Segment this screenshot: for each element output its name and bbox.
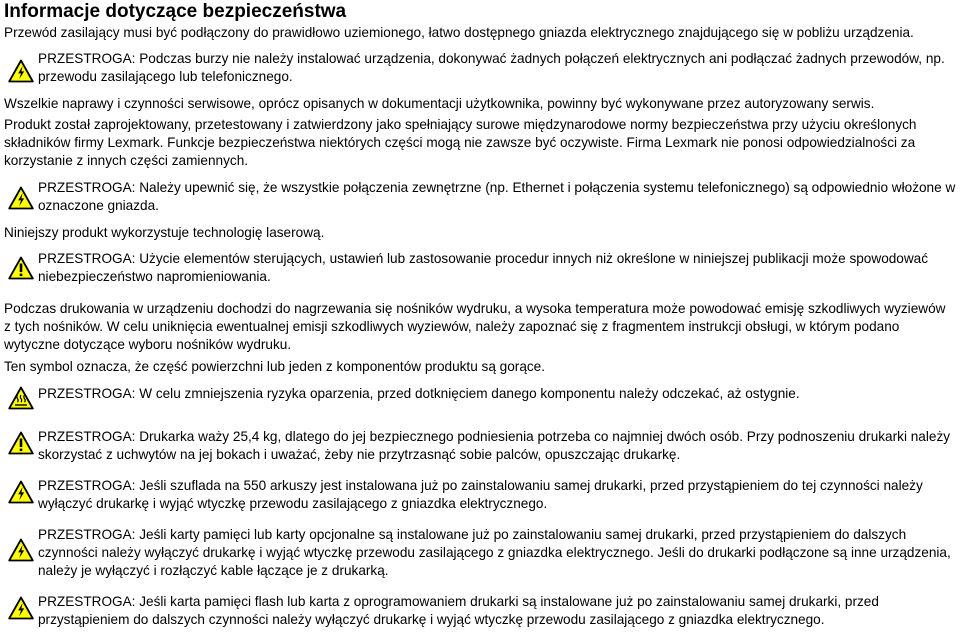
caution-text: Użycie elementów sterujących, ustawień lub zastosowanie procedur innych niż określone w niniejszej publikacji może spowodować niebezpieczeństwo napromieniowania. (38, 251, 929, 284)
caution-text: Podczas burzy nie należy instalować urządzenia, dokonywać żadnych połączeń elektrycznych ani podłączać żadnych przewodów, np. przewodu zasilającego lub telefonicznego. (38, 51, 945, 84)
caution-label: PRZESTROGA: (38, 51, 136, 66)
paragraph-hot-symbol: Ten symbol oznacza, że część powierzchni lub jeden z komponentów produktu są gorące. (4, 359, 546, 374)
caution-label: PRZESTROGA: (38, 251, 136, 266)
caution-text: Drukarka waży 25,4 kg, dlatego do jej bezpiecznego podniesienia potrzeba co najmniej dwóch osób. Przy podnoszeniu drukarki należy skorzystać z uchwytów na jej bokach i uważać, żeby nie przytrzasnąć sobie palców, opuszczając drukarkę. (38, 429, 951, 462)
caution-label: PRZESTROGA: (38, 429, 136, 444)
paragraph-grounding: Przewód zasilający musi być podłączony do prawidłowo uziemionego, łatwo dostępnego gniazda elektrycznego znajdującego się w pobliżu urządzenia. (4, 25, 914, 40)
caution-connections (4, 179, 956, 215)
caution-storm (4, 50, 956, 86)
caution-text: W celu zmniejszenia ryzyka oparzenia, przed dotknięciem danego komponentu należy odczekać, aż ostygnie. (135, 386, 800, 401)
electric-shock-warning-icon (4, 50, 38, 83)
caution-laser (4, 250, 956, 286)
caution-flash-card (4, 593, 956, 629)
caution-label: PRZESTROGA: (38, 386, 136, 401)
paragraph-repair: Wszelkie naprawy i czynności serwisowe, oprócz opisanych w dokumentacji użytkownika, powinny być wykonywane przez autoryzowany serwis. (4, 96, 875, 111)
electric-shock-warning-icon (4, 179, 38, 210)
caution-memory-cards (4, 526, 956, 580)
caution-label: PRZESTROGA: (38, 180, 136, 195)
caution-weight (4, 428, 956, 464)
exclamation-warning-icon (4, 428, 38, 455)
caution-label: PRZESTROGA: (38, 527, 136, 542)
caution-text: Jeśli karta pamięci flash lub karta z oprogramowaniem drukarki są instalowane już po zainstalowaniu samej drukarki, przed przystąpieniem do dalszych czynności należy wyłączyć drukarkę i wyjąć wtyczkę przewodu zasilającego z gniazdka elektrycznego. (38, 594, 879, 627)
exclamation-warning-icon (4, 250, 38, 280)
caution-label: PRZESTROGA: (38, 478, 136, 493)
caution-hot-surface (4, 385, 956, 410)
paragraph-emission: Podczas drukowania w urządzeniu dochodzi do nagrzewania się nośników wydruku, a wysoka temperatura może powodować emisję szkodliwych wyziewów z tych nośników. W celu uniknięcia ewentualnej emisji szkodliwych wyziewów, należy zapoznać się z fragmentem instrukcji obsługi, w którym podano wytyczne dotyczące wyboru nośników wydruku. (4, 301, 946, 352)
caution-tray (4, 477, 956, 513)
caution-text: Należy upewnić się, że wszystkie połączenia zewnętrzne (np. Ethernet i połączenia systemu telefonicznego) są odpowiednio włożone w oznaczone gniazda. (38, 180, 956, 213)
electric-shock-warning-icon (4, 477, 38, 504)
electric-shock-warning-icon (4, 526, 38, 562)
caution-text: Jeśli karty pamięci lub karty opcjonalne są instalowane już po zainstalowaniu samej drukarki, przed przystąpieniem do dalszych czynności należy wyłączyć drukarkę i wyjąć wtyczkę przewodu zasilającego z gniazdka elektrycznego. Jeśli do drukarki podłączone są inne urządzenia, należy je wyłączyć i rozłączyć kable łączące je z drukarką. (38, 527, 951, 578)
paragraph-product: Produkt został zaprojektowany, przetestowany i zatwierdzony jako spełniający surowe międzynarodowe normy bezpieczeństwa przy użyciu określonych składników firmy Lexmark. Funkcje bezpieczeństwa niektórych części mogą nie zawsze być oczywiste. Firma Lexmark nie ponosi odpowiedzialności za korzystanie z innych części zamiennych. (4, 117, 917, 168)
page-title: Informacje dotyczące bezpieczeństwa (4, 1, 347, 22)
hot-surface-warning-icon (4, 385, 38, 410)
electric-shock-warning-icon (4, 593, 38, 620)
caution-text: Jeśli szuflada na 550 arkuszy jest instalowana już po zainstalowaniu samej drukarki, przed przystąpieniem do tej czynności należy wyłączyć drukarkę i wyjąć wtyczkę przewodu zasilającego z gniazdka elektrycznego. (38, 478, 923, 511)
paragraph-laser: Niniejszy produkt wykorzystuje technologię laserową. (4, 225, 325, 240)
caution-label: PRZESTROGA: (38, 594, 136, 609)
